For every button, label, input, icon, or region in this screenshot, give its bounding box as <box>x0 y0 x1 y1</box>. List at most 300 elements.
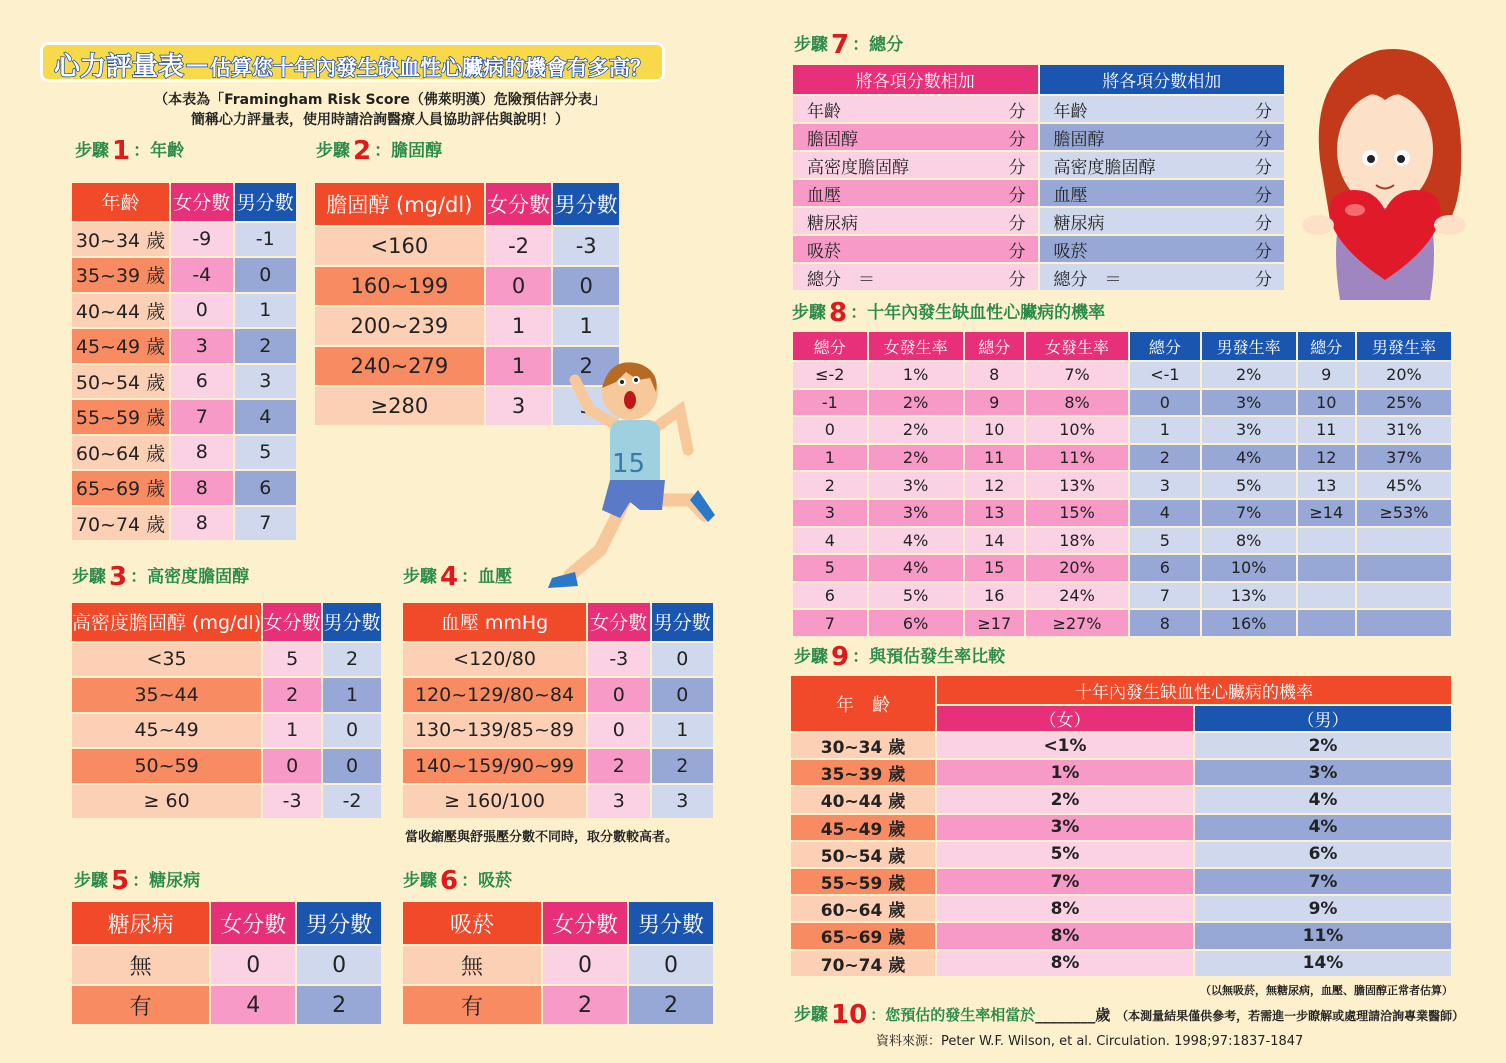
unit-label: 分 <box>1008 269 1026 290</box>
step-label: ：吸菸 <box>461 871 513 891</box>
table-cell: 50~54 歲 <box>791 842 935 867</box>
table-row <box>72 294 296 328</box>
table-cell: 4% <box>1195 787 1451 812</box>
subtitle-line-1: （本表為「Framingham Risk Score（佛萊明漢）危險預估評分表」 <box>154 92 606 108</box>
total-header-female: 將各項分數相加 <box>793 65 1038 94</box>
table-cell: 12 <box>965 472 1024 498</box>
subtitle <box>80 90 680 130</box>
table-cell: 3 <box>1130 472 1200 498</box>
table-cell: ≤-2 <box>793 362 867 388</box>
table-cell <box>1298 555 1355 581</box>
table-row <box>72 400 296 434</box>
total-cell <box>1040 264 1285 290</box>
table-row <box>72 986 381 1024</box>
table-cell: 120~129/80~84 <box>403 678 586 712</box>
table-cell: 0 <box>323 714 381 748</box>
table-cell: 40~44 歲 <box>791 787 935 812</box>
header-cell: 女分數 <box>543 902 627 944</box>
table-cell: -9 <box>171 223 232 257</box>
table-cell: 1% <box>937 760 1193 785</box>
step-number: 5 <box>111 866 130 896</box>
table-row <box>72 258 296 292</box>
table-cell: 35~39 歲 <box>791 760 935 785</box>
table-cell: 14 <box>965 528 1024 554</box>
table-row <box>793 445 1451 471</box>
table-row <box>793 264 1284 290</box>
table-row <box>72 436 296 470</box>
table-row <box>403 986 713 1024</box>
compare-header-male: （男） <box>1195 706 1451 731</box>
step-label: ：年齡 <box>133 141 185 161</box>
table-cell <box>1298 610 1355 636</box>
estimate-remark: （本測量結果僅供參考，若需進一步瞭解或處理請洽詢專業醫師） <box>1116 1009 1465 1023</box>
header-cell: 女發生率 <box>869 332 963 360</box>
table-cell: 160~199 <box>315 267 484 305</box>
table-total-score <box>791 63 1286 292</box>
table-cell: 6% <box>1195 842 1451 867</box>
header-cell: 女分數 <box>263 603 321 641</box>
step-9-heading <box>794 642 1005 672</box>
step-label: ：高密度膽固醇 <box>130 567 250 587</box>
step-1-heading <box>75 136 184 166</box>
table-cell: 0 <box>235 258 296 292</box>
table-cell <box>1357 583 1451 609</box>
table-cell: 130~139/85~89 <box>403 714 586 748</box>
step-number: 9 <box>831 642 850 672</box>
runner-illustration <box>530 350 730 600</box>
table-cell: 13 <box>1298 472 1355 498</box>
table-cell: 60~64 歲 <box>791 896 935 921</box>
table-cell: 10% <box>1026 417 1128 443</box>
table-cell: 13% <box>1026 472 1128 498</box>
total-cell <box>1040 96 1285 122</box>
table-cell: 2 <box>1130 445 1200 471</box>
table-row <box>403 643 713 677</box>
table-row <box>72 365 296 399</box>
table-row <box>793 236 1284 262</box>
table-cell: 45~49 <box>72 714 261 748</box>
table-cell: 8% <box>1202 528 1296 554</box>
table-cell: 55~59 歲 <box>791 869 935 894</box>
table-cell: 4 <box>793 528 867 554</box>
step-number: 6 <box>440 866 459 896</box>
step-number: 7 <box>831 30 850 60</box>
total-cell <box>1040 124 1285 150</box>
estimate-unit: 歲 <box>1095 1006 1111 1024</box>
total-header-male: 將各項分數相加 <box>1040 65 1285 94</box>
table-row <box>791 787 1451 812</box>
table-cell: 35~44 <box>72 678 261 712</box>
table-cell: 0 <box>171 294 232 328</box>
table-cell <box>1357 610 1451 636</box>
step-word: 步驟 <box>75 141 109 161</box>
unit-label: 分 <box>1255 213 1272 234</box>
table-cell: 140~159/90~99 <box>403 749 586 783</box>
table-cell: 7% <box>1202 500 1296 526</box>
table-row <box>72 714 381 748</box>
title-main: 心力評量表－ <box>54 52 211 82</box>
total-cell <box>1040 208 1285 234</box>
table-cell: 0 <box>297 946 381 984</box>
item-label: 吸菸 <box>807 241 841 262</box>
table-row <box>403 714 713 748</box>
item-label: 血壓 <box>807 185 841 206</box>
header-cell: 男分數 <box>629 902 713 944</box>
table-cell: 2 <box>235 329 296 363</box>
table-cell: ≥27% <box>1026 610 1128 636</box>
table-cell: -2 <box>323 785 381 819</box>
table-cell: 3% <box>869 472 963 498</box>
table-cell: 8 <box>171 436 232 470</box>
table-row <box>791 951 1451 976</box>
step-word: 步驟 <box>403 567 437 587</box>
unit-label: 分 <box>1255 185 1272 206</box>
table-cell: <-1 <box>1130 362 1200 388</box>
table-cell: 0 <box>553 267 619 305</box>
table-cell: 6% <box>869 610 963 636</box>
table-cell: 0 <box>211 946 295 984</box>
table-cell: <1% <box>937 733 1193 758</box>
table-row <box>793 500 1451 526</box>
step-10-line <box>794 1000 1464 1030</box>
table-cell: 20% <box>1357 362 1451 388</box>
table-row <box>403 749 713 783</box>
header-cell: 女分數 <box>211 902 295 944</box>
table-cell: 0 <box>263 749 321 783</box>
table-cell: 2% <box>869 390 963 416</box>
header-cell: 男分數 <box>553 183 619 225</box>
total-cell <box>793 264 1038 290</box>
total-cell <box>793 124 1038 150</box>
item-label: 總分 ＝ <box>1053 269 1122 290</box>
table-cell: 1 <box>486 307 552 345</box>
step-word: 步驟 <box>794 647 828 667</box>
table-cell: 4 <box>1130 500 1200 526</box>
table-cell: -2 <box>486 227 552 265</box>
table-cell: 0 <box>323 749 381 783</box>
table-cell: 1 <box>323 678 381 712</box>
table-row <box>791 896 1451 921</box>
table-cell: 0 <box>543 946 627 984</box>
table-cell: 4% <box>869 528 963 554</box>
step-6-heading <box>403 866 512 896</box>
table-cell: 6 <box>793 583 867 609</box>
item-label: 血壓 <box>1053 185 1088 206</box>
table-cell: <160 <box>315 227 484 265</box>
header-cell: 總分 <box>1130 332 1200 360</box>
item-label: 年齡 <box>807 101 841 122</box>
item-label: 糖尿病 <box>1053 213 1105 234</box>
table-cell: 8 <box>171 471 232 505</box>
step-8-heading <box>792 298 1105 328</box>
table-cell <box>1357 555 1451 581</box>
table-cell: 2 <box>297 986 381 1024</box>
header-cell: 女分數 <box>588 603 649 641</box>
total-cell <box>793 180 1038 206</box>
unit-label: 分 <box>1255 101 1272 122</box>
table-cell: 16 <box>965 583 1024 609</box>
table-cell: -1 <box>793 390 867 416</box>
table-row <box>791 760 1451 785</box>
table-cell: 2% <box>937 787 1193 812</box>
total-cell <box>1040 152 1285 178</box>
table-cell: 2 <box>588 749 649 783</box>
step-label: ：總分 <box>852 35 904 55</box>
table-cell: 11% <box>1026 445 1128 471</box>
total-cell <box>1040 180 1285 206</box>
table-cell: 1 <box>553 307 619 345</box>
table-row <box>315 267 619 305</box>
step-4-heading <box>403 562 512 592</box>
compare-header-female: （女） <box>937 706 1193 731</box>
table-cell <box>1298 583 1355 609</box>
table-row <box>403 785 713 819</box>
table-cell: ≥ 60 <box>72 785 261 819</box>
header-cell: 糖尿病 <box>72 902 209 944</box>
table-cell: 4 <box>235 400 296 434</box>
table-cell: 70~74 歲 <box>791 951 935 976</box>
header-cell: 男分數 <box>652 603 713 641</box>
unit-label: 分 <box>1008 213 1026 234</box>
table-cell: 50~59 <box>72 749 261 783</box>
step-label: ：與預估發生率比較 <box>852 647 1006 667</box>
table-cell: 20% <box>1026 555 1128 581</box>
table-cell: 3 <box>553 387 619 425</box>
table-cell: 15% <box>1026 500 1128 526</box>
table-cell: 40~44 歲 <box>72 294 169 328</box>
item-label: 膽固醇 <box>807 129 858 150</box>
table-cell: 1% <box>869 362 963 388</box>
table-cell: 37% <box>1357 445 1451 471</box>
table-cell: 6 <box>171 365 232 399</box>
table-cell: 0 <box>486 267 552 305</box>
table-cell: 9 <box>965 390 1024 416</box>
table-cell: 3% <box>1195 760 1451 785</box>
table-cell: 12 <box>1298 445 1355 471</box>
table-cell: -4 <box>171 258 232 292</box>
table-row <box>72 223 296 257</box>
table-cell: 25% <box>1357 390 1451 416</box>
unit-label: 分 <box>1255 241 1272 262</box>
table-row <box>791 923 1451 948</box>
table-cell: 3 <box>486 387 552 425</box>
step-word: 步驟 <box>792 303 826 323</box>
table-cell: 30~34 歲 <box>791 733 935 758</box>
girl-with-heart-illustration <box>1300 40 1470 302</box>
table-cell: ≥ 160/100 <box>403 785 586 819</box>
table-cell: 50~54 歲 <box>72 365 169 399</box>
table-cell: 5 <box>1130 528 1200 554</box>
step-2-heading <box>316 136 442 166</box>
table-cell: 7% <box>1026 362 1128 388</box>
step-word: 步驟 <box>74 871 108 891</box>
header-cell: 女分數 <box>486 183 552 225</box>
table-cell: 0 <box>629 946 713 984</box>
table-cell: 30~34 歲 <box>72 223 169 257</box>
title-sub: 估算您十年內發生缺血性心臟病的機會有多高？ <box>210 56 652 80</box>
table-row <box>793 96 1284 122</box>
table-row <box>72 643 381 677</box>
table-row <box>72 471 296 505</box>
unit-label: 分 <box>1008 129 1026 150</box>
table-cell: 55~59 歲 <box>72 400 169 434</box>
unit-label: 分 <box>1255 157 1272 178</box>
header-cell: 男發生率 <box>1202 332 1296 360</box>
header-cell: 總分 <box>965 332 1024 360</box>
item-label: 高密度膽固醇 <box>1053 157 1156 178</box>
table-cell: 有 <box>403 986 541 1024</box>
table-cell: 0 <box>588 678 649 712</box>
table-row <box>72 329 296 363</box>
table-cell: 2% <box>869 445 963 471</box>
table-cell: 5 <box>793 555 867 581</box>
table-row <box>791 869 1451 894</box>
table-cell: 2% <box>1195 733 1451 758</box>
table-cell: 45% <box>1357 472 1451 498</box>
table-row <box>791 733 1451 758</box>
item-label: 高密度膽固醇 <box>807 157 909 178</box>
table-blood-pressure-scores <box>401 601 715 820</box>
table-row <box>791 842 1451 867</box>
table-risk-by-score <box>791 330 1453 638</box>
unit-label: 分 <box>1008 185 1026 206</box>
compare-header-age: 年 齡 <box>791 676 935 731</box>
table-row <box>791 815 1451 840</box>
subtitle-line-2: 簡稱心力評量表，使用時請洽詢醫療人員協助評估與說明！） <box>191 112 569 128</box>
header-cell: 男分數 <box>323 603 381 641</box>
step-label: ：您預估的發生率相當於 <box>870 1006 1036 1024</box>
item-label: 糖尿病 <box>807 213 858 234</box>
table-cell: 7 <box>793 610 867 636</box>
step-word: 步驟 <box>794 35 828 55</box>
table-cell: 4% <box>869 555 963 581</box>
compare-header-probability: 十年內發生缺血性心臟病的機率 <box>937 676 1451 704</box>
unit-label: 分 <box>1255 269 1272 290</box>
table-cell: 5 <box>263 643 321 677</box>
table-row <box>793 472 1451 498</box>
step-label: ：膽固醇 <box>374 141 443 161</box>
item-label: 膽固醇 <box>1053 129 1105 150</box>
table-row <box>315 227 619 265</box>
header-cell: 男分數 <box>235 183 296 221</box>
bp-note: 當收縮壓與舒張壓分數不同時，取分數較高者。 <box>405 830 679 845</box>
table-cell: 11% <box>1195 923 1451 948</box>
table-cell: 8% <box>937 896 1193 921</box>
table-cell: 13% <box>1202 583 1296 609</box>
table-cell: ≥280 <box>315 387 484 425</box>
step-5-heading <box>74 866 200 896</box>
step-number: 10 <box>831 1000 868 1030</box>
table-cell: 70~74 歲 <box>72 507 169 541</box>
table-cell: 65~69 歲 <box>72 471 169 505</box>
table-cell: 11 <box>965 445 1024 471</box>
table-cell: -3 <box>263 785 321 819</box>
table-cell: 2 <box>629 986 713 1024</box>
table-cell: 0 <box>652 643 713 677</box>
table-cell: 4 <box>211 986 295 1024</box>
table-row <box>793 180 1284 206</box>
header-cell: 膽固醇 (mg/dl) <box>315 183 484 225</box>
table-cell: 35~39 歲 <box>72 258 169 292</box>
step-number: 2 <box>353 136 372 166</box>
table-cell: 5% <box>937 842 1193 867</box>
table-cell: -3 <box>588 643 649 677</box>
table-cell: 2 <box>553 347 619 385</box>
table-cell: 8 <box>965 362 1024 388</box>
table-cell: 3 <box>235 365 296 399</box>
header-cell: 總分 <box>793 332 867 360</box>
unit-label: 分 <box>1008 101 1026 122</box>
table-cell: 1 <box>235 294 296 328</box>
table-cell: 10 <box>965 417 1024 443</box>
estimate-blank: ________ <box>1035 1006 1096 1024</box>
table-cell: 3 <box>588 785 649 819</box>
table-cell <box>1357 528 1451 554</box>
header-cell: 吸菸 <box>403 902 541 944</box>
unit-label: 分 <box>1255 129 1272 150</box>
table-row <box>793 208 1284 234</box>
table-cell: 10% <box>1202 555 1296 581</box>
table-cell: 2 <box>323 643 381 677</box>
table-row <box>793 583 1451 609</box>
compare-note: （以無吸菸，無糖尿病，血壓、膽固醇正常者估算） <box>1200 984 1453 997</box>
table-cell <box>1298 528 1355 554</box>
table-cell: 0 <box>793 417 867 443</box>
table-cell: 3 <box>171 329 232 363</box>
table-cell: 無 <box>72 946 209 984</box>
table-cell: 8 <box>171 507 232 541</box>
table-cell: 4% <box>1202 445 1296 471</box>
table-cell: 9 <box>1298 362 1355 388</box>
header-cell: 女分數 <box>171 183 232 221</box>
table-cell: 2 <box>652 749 713 783</box>
table-row <box>403 946 713 984</box>
table-cell: 5% <box>1202 472 1296 498</box>
header-cell: 男分數 <box>297 902 381 944</box>
table-row <box>793 555 1451 581</box>
table-row <box>72 785 381 819</box>
header-cell: 男發生率 <box>1357 332 1451 360</box>
table-cell: 5% <box>869 583 963 609</box>
table-row <box>403 678 713 712</box>
table-cell: 14% <box>1195 951 1451 976</box>
table-cell: 1 <box>263 714 321 748</box>
table-cell: 10 <box>1298 390 1355 416</box>
table-cell: 3 <box>793 500 867 526</box>
table-cell: 18% <box>1026 528 1128 554</box>
table-cell: ≥17 <box>965 610 1024 636</box>
table-cell: 11 <box>1298 417 1355 443</box>
table-cell: 15 <box>965 555 1024 581</box>
table-cell: -3 <box>553 227 619 265</box>
table-cell: <35 <box>72 643 261 677</box>
table-cell: <120/80 <box>403 643 586 677</box>
table-cell: 3% <box>869 500 963 526</box>
table-cell: 7 <box>171 400 232 434</box>
header-cell: 血壓 mmHg <box>403 603 586 641</box>
item-label: 吸菸 <box>1053 241 1088 262</box>
table-row <box>72 678 381 712</box>
table-cell: 2 <box>543 986 627 1024</box>
unit-label: 分 <box>1008 241 1026 262</box>
table-cell: 6 <box>1130 555 1200 581</box>
header-cell: 女發生率 <box>1026 332 1128 360</box>
table-cell: 無 <box>403 946 541 984</box>
step-number: 1 <box>112 136 131 166</box>
table-smoking-scores <box>401 900 715 1026</box>
table-cell: 8% <box>1026 390 1128 416</box>
table-cell: 45~49 歲 <box>791 815 935 840</box>
